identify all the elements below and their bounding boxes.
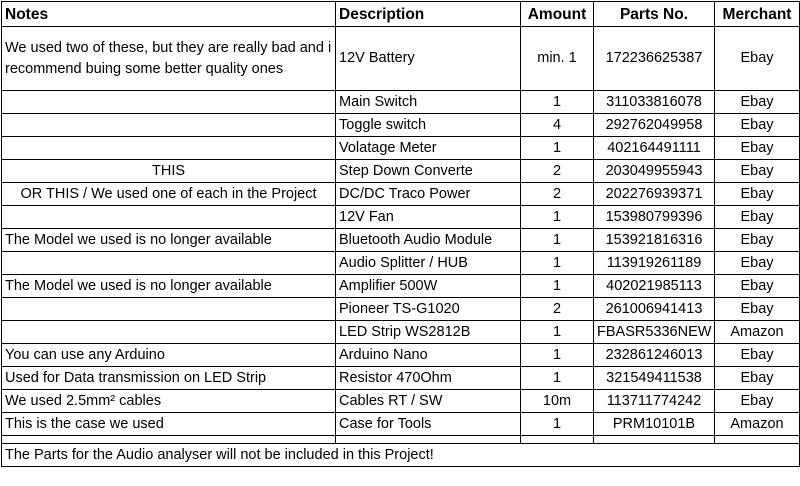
cell-amount: 10m	[521, 390, 594, 413]
header-parts-no: Parts No.	[594, 2, 715, 27]
spacer-cell	[336, 436, 521, 444]
cell-parts-no: 153980799396	[594, 206, 715, 229]
cell-amount: 1	[521, 344, 594, 367]
cell-parts-no: 311033816078	[594, 91, 715, 114]
cell-amount: 1	[521, 91, 594, 114]
table-row	[2, 160, 800, 183]
header-row	[2, 2, 800, 27]
cell-notes: Used for Data transmission on LED Strip	[2, 367, 336, 390]
cell-parts-no: PRM10101B	[594, 413, 715, 436]
table-row	[2, 367, 800, 390]
cell-merchant: Ebay	[715, 137, 800, 160]
cell-amount: 2	[521, 298, 594, 321]
cell-amount: 1	[521, 413, 594, 436]
cell-notes: The Model we used is no longer available	[2, 229, 336, 252]
cell-merchant: Ebay	[715, 160, 800, 183]
header-description: Description	[336, 2, 521, 27]
cell-merchant: Amazon	[715, 413, 800, 436]
cell-description: 12V Fan	[336, 206, 521, 229]
table-row	[2, 91, 800, 114]
cell-parts-no: FBASR5336NEW	[594, 321, 715, 344]
cell-merchant: Ebay	[715, 27, 800, 91]
cell-description: Main Switch	[336, 91, 521, 114]
cell-amount: 4	[521, 114, 594, 137]
cell-amount: 2	[521, 183, 594, 206]
cell-parts-no: 153921816316	[594, 229, 715, 252]
table-row	[2, 114, 800, 137]
cell-notes: We used 2.5mm² cables	[2, 390, 336, 413]
cell-notes: THIS	[2, 160, 336, 183]
table-row	[2, 344, 800, 367]
table-row	[2, 229, 800, 252]
cell-amount: 1	[521, 367, 594, 390]
cell-parts-no: 261006941413	[594, 298, 715, 321]
table-row	[2, 183, 800, 206]
cell-merchant: Amazon	[715, 321, 800, 344]
cell-description: 12V Battery	[336, 27, 521, 91]
cell-notes	[2, 137, 336, 160]
cell-parts-no: 113711774242	[594, 390, 715, 413]
cell-parts-no: 402021985113	[594, 275, 715, 298]
cell-parts-no: 113919261189	[594, 252, 715, 275]
cell-merchant: Ebay	[715, 252, 800, 275]
table-row	[2, 275, 800, 298]
cell-notes	[2, 114, 336, 137]
table-row	[2, 390, 800, 413]
cell-merchant: Ebay	[715, 229, 800, 252]
cell-merchant: Ebay	[715, 298, 800, 321]
cell-parts-no: 292762049958	[594, 114, 715, 137]
cell-parts-no: 321549411538	[594, 367, 715, 390]
cell-amount: 1	[521, 321, 594, 344]
header-merchant: Merchant	[715, 2, 800, 27]
cell-description: Volatage Meter	[336, 137, 521, 160]
cell-parts-no: 203049955943	[594, 160, 715, 183]
cell-parts-no: 202276939371	[594, 183, 715, 206]
cell-merchant: Ebay	[715, 183, 800, 206]
cell-notes: You can use any Arduino	[2, 344, 336, 367]
cell-description: Pioneer TS-G1020	[336, 298, 521, 321]
cell-parts-no: 232861246013	[594, 344, 715, 367]
cell-parts-no: 402164491111	[594, 137, 715, 160]
cell-amount: 1	[521, 252, 594, 275]
cell-notes: We used two of these, but they are really bad and i recommend buing some better quality ones	[2, 27, 336, 91]
cell-description: Step Down Converte	[336, 160, 521, 183]
header-notes: Notes	[2, 2, 336, 27]
cell-description: LED Strip WS2812B	[336, 321, 521, 344]
cell-notes: The Model we used is no longer available	[2, 275, 336, 298]
table-row	[2, 298, 800, 321]
cell-merchant: Ebay	[715, 91, 800, 114]
cell-description: Amplifier 500W	[336, 275, 521, 298]
table-row	[2, 252, 800, 275]
cell-notes	[2, 321, 336, 344]
header-amount: Amount	[521, 2, 594, 27]
cell-description: DC/DC Traco Power	[336, 183, 521, 206]
cell-merchant: Ebay	[715, 206, 800, 229]
cell-merchant: Ebay	[715, 344, 800, 367]
table-row	[2, 206, 800, 229]
table-row	[2, 413, 800, 436]
parts-table	[1, 1, 800, 467]
table-row	[2, 321, 800, 344]
cell-description: Audio Splitter / HUB	[336, 252, 521, 275]
cell-merchant: Ebay	[715, 367, 800, 390]
cell-notes	[2, 206, 336, 229]
cell-description: Toggle switch	[336, 114, 521, 137]
cell-amount: 1	[521, 137, 594, 160]
cell-amount: 1	[521, 275, 594, 298]
cell-description: Arduino Nano	[336, 344, 521, 367]
cell-merchant: Ebay	[715, 114, 800, 137]
spacer-cell	[715, 436, 800, 444]
cell-description: Case for Tools	[336, 413, 521, 436]
cell-amount: min. 1	[521, 27, 594, 91]
table-row	[2, 27, 800, 91]
cell-description: Cables RT / SW	[336, 390, 521, 413]
cell-merchant: Ebay	[715, 390, 800, 413]
spacer-row	[2, 436, 800, 444]
table-row	[2, 137, 800, 160]
cell-notes: This is the case we used	[2, 413, 336, 436]
cell-notes	[2, 91, 336, 114]
spacer-cell	[2, 436, 336, 444]
cell-description: Resistor 470Ohm	[336, 367, 521, 390]
cell-description: Bluetooth Audio Module	[336, 229, 521, 252]
cell-merchant: Ebay	[715, 275, 800, 298]
cell-amount: 1	[521, 229, 594, 252]
spacer-cell	[521, 436, 594, 444]
cell-parts-no: 172236625387	[594, 27, 715, 91]
cell-notes	[2, 298, 336, 321]
cell-notes	[2, 252, 336, 275]
spacer-cell	[594, 436, 715, 444]
footer-row	[2, 444, 800, 467]
cell-amount: 2	[521, 160, 594, 183]
cell-notes: OR THIS / We used one of each in the Project	[2, 183, 336, 206]
cell-amount: 1	[521, 206, 594, 229]
footer-note: The Parts for the Audio analyser will not be included in this Project!	[2, 444, 800, 467]
